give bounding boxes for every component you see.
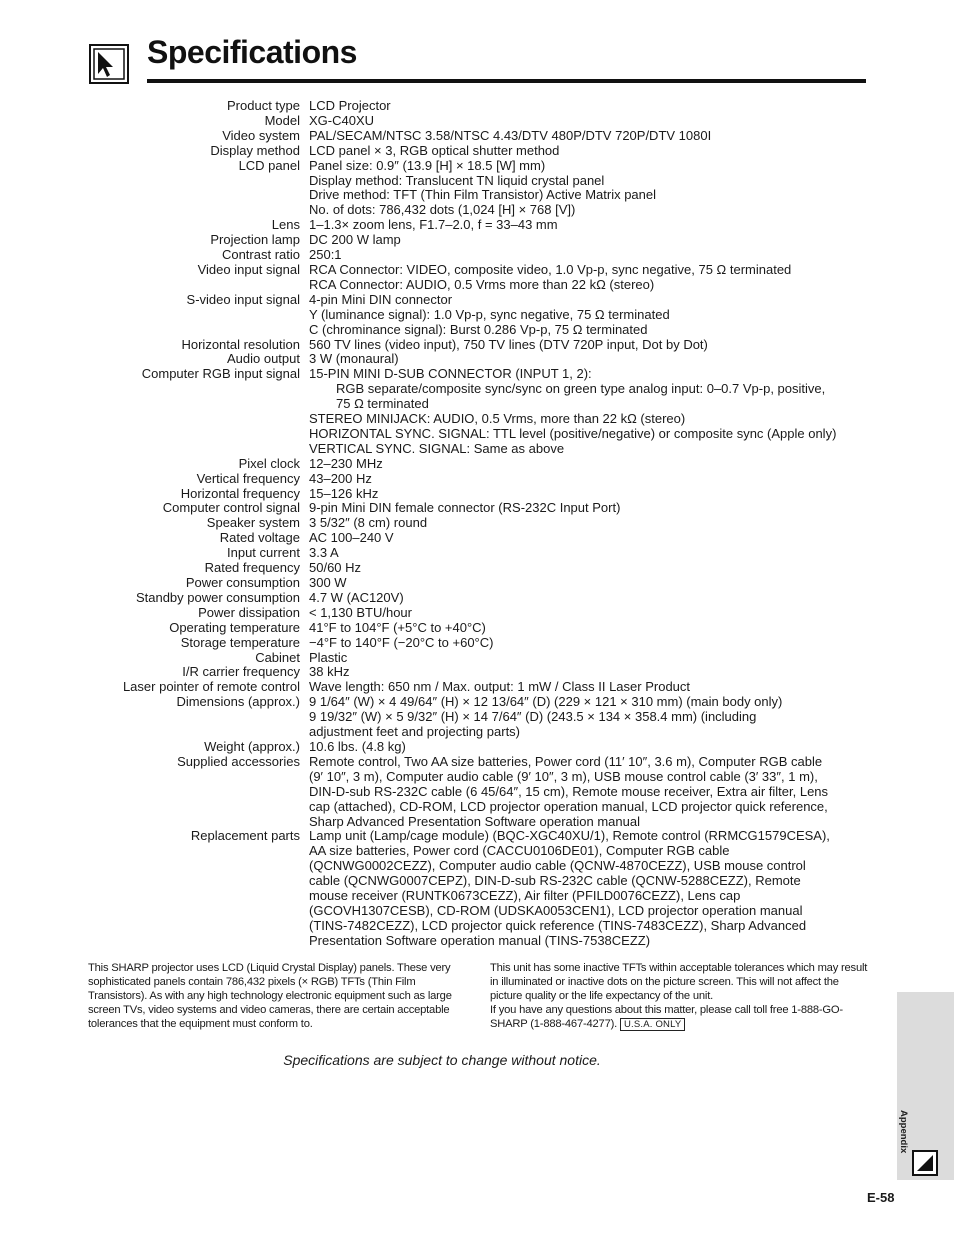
- spec-value-line: 9 1/64″ (W) × 4 49/64″ (H) × 12 13/64″ (D) (229 × 121 × 310 mm) (main body only): [309, 694, 783, 710]
- spec-value-line: Lamp unit (Lamp/cage module) (BQC-XGC40XU/1), Remote control (RRMCG1579CESA),: [309, 828, 830, 844]
- spec-value: [309, 576, 954, 591]
- spec-label: S-video input signal: [186, 291, 300, 307]
- spec-label: Dimensions (approx.): [176, 694, 300, 710]
- spec-value: [309, 755, 954, 830]
- usa-only-badge: U.S.A. ONLY: [620, 1018, 685, 1031]
- spec-label: Horizontal frequency: [180, 485, 300, 501]
- spec-value-line: 10.6 lbs. (4.8 kg): [309, 738, 406, 754]
- page-number: E-58: [867, 1190, 895, 1205]
- spec-label: Supplied accessories: [177, 753, 300, 769]
- spec-value-line: < 1,130 BTU/hour: [309, 604, 412, 620]
- spec-value-line: Plastic: [309, 649, 348, 665]
- spec-row: [0, 695, 954, 740]
- spec-label: Display method: [210, 142, 300, 158]
- tft-note-text: This unit has some inactive TFTs within acceptable tolerances which may result in illuminated or inactive dots on the picture screen. This will not affect the picture quality or the life expectancy of the unit.: [490, 962, 868, 1003]
- spec-row: [0, 740, 954, 755]
- spec-label: Lens: [271, 217, 300, 233]
- spec-row: [0, 487, 954, 502]
- spec-value: [309, 367, 954, 456]
- spec-value: [309, 591, 954, 606]
- spec-value-line: 43–200 Hz: [309, 470, 372, 486]
- spec-value-line: 4.7 W (AC120V): [309, 589, 404, 605]
- spec-row: [0, 516, 954, 531]
- spec-value-line: (9′ 10″, 3 m), Computer audio cable (9′ 10″, 3 m), USB mouse control cable (3′ 33″, 1 m),: [309, 768, 818, 784]
- spec-label: Horizontal resolution: [181, 336, 300, 352]
- spec-value-line: DIN-D-sub RS-232C cable (6 45/64″, 15 cm), Remote mouse receiver, Extra air filter, Lens: [309, 783, 829, 799]
- spec-value-line: −4°F to 140°F (−20°C to +60°C): [309, 634, 494, 650]
- spec-value-line: LCD Projector: [309, 98, 391, 113]
- spec-value-line: PAL/SECAM/NTSC 3.58/NTSC 4.43/DTV 480P/DTV 720P/DTV 1080I: [309, 127, 712, 143]
- spec-label: Computer RGB input signal: [141, 366, 300, 382]
- spec-value-line: RCA Connector: AUDIO, 0.5 Vrms more than 22 kΩ (stereo): [309, 276, 655, 292]
- spec-value-line: cable (QCNWG0007CEPZ), DIN-D-sub RS-232C cable (QCNW-5288CEZZ), Remote: [309, 873, 801, 889]
- spec-value: [309, 263, 954, 293]
- spec-value: [309, 248, 954, 263]
- spec-value-line: (QCNWG0002CEZZ), Computer audio cable (QCNW-4870CEZZ), USB mouse control: [309, 858, 806, 874]
- spec-value-line: Remote control, Two AA size batteries, Power cord (11′ 10″, 3.6 m), Computer RGB cable: [309, 753, 823, 769]
- lcd-note: [88, 961, 466, 1031]
- spec-row: [0, 263, 954, 293]
- spec-value: [309, 680, 954, 695]
- spec-row: [0, 99, 954, 114]
- spec-value: [309, 293, 954, 338]
- spec-value-line: VERTICAL SYNC. SIGNAL: Same as above: [309, 440, 565, 456]
- spec-row: [0, 457, 954, 472]
- spec-value: [309, 99, 954, 114]
- spec-value: [309, 531, 954, 546]
- spec-value: [309, 233, 954, 248]
- spec-row: [0, 129, 954, 144]
- spec-row: [0, 248, 954, 263]
- spec-row: [0, 501, 954, 516]
- spec-label: Power consumption: [185, 575, 300, 590]
- spec-value-line: 9-pin Mini DIN female connector (RS-232C Input Port): [309, 500, 621, 516]
- spec-value-line: XG-C40XU: [309, 112, 375, 128]
- spec-label: Product type: [227, 98, 300, 113]
- spec-value-line: 300 W: [309, 575, 347, 590]
- spec-row: [0, 651, 954, 666]
- page-title: Specifications: [147, 34, 357, 70]
- spec-value-line: 3 W (monaural): [309, 351, 399, 367]
- spec-label: Laser pointer of remote control: [122, 679, 300, 695]
- spec-value-line: 38 kHz: [309, 664, 350, 680]
- spec-value-line: LCD panel × 3, RGB optical shutter method: [309, 142, 560, 158]
- spec-row: [0, 636, 954, 651]
- specifications-table: [0, 99, 954, 949]
- spec-value-line: RCA Connector: VIDEO, composite video, 1.0 Vp-p, sync negative, 75 Ω terminated: [309, 261, 792, 277]
- spec-value: [309, 472, 954, 487]
- spec-value-line: 41°F to 104°F (+5°C to +40°C): [309, 619, 486, 635]
- spec-value: [309, 501, 954, 516]
- spec-row: [0, 591, 954, 606]
- spec-value: [309, 695, 954, 740]
- spec-label: Contrast ratio: [221, 247, 300, 263]
- spec-label: Projection lamp: [210, 232, 300, 248]
- spec-value-line: Presentation Software operation manual (TINS-7538CEZZ): [309, 932, 651, 948]
- spec-value-line: Drive method: TFT (Thin Film Transistor) Active Matrix panel: [309, 187, 657, 203]
- spec-row: [0, 159, 954, 219]
- tft-note: [490, 961, 868, 1032]
- spec-value: [309, 457, 954, 472]
- spec-value-line: 3.3 A: [309, 545, 339, 561]
- spec-value: [309, 740, 954, 755]
- spec-value-line: 50/60 Hz: [309, 560, 362, 576]
- spec-value: [309, 516, 954, 531]
- spec-label: Replacement parts: [190, 828, 300, 844]
- spec-value-line: 12–230 MHz: [309, 455, 383, 471]
- spec-label: Power dissipation: [198, 604, 300, 620]
- spec-label: Rated voltage: [219, 530, 300, 546]
- spec-label: Audio output: [226, 351, 300, 367]
- spec-value-line: HORIZONTAL SYNC. SIGNAL: TTL level (positive/negative) or composite sync (Apple only): [309, 425, 837, 441]
- spec-value-line: mouse receiver (RUNTK0673CEZZ), Air filter (PFILD0076CEZZ), Lens cap: [309, 888, 741, 904]
- appendix-tab-label: Appendix: [898, 1110, 909, 1154]
- spec-row: [0, 531, 954, 546]
- spec-value: [309, 546, 954, 561]
- lcd-note-text: This SHARP projector uses LCD (Liquid Crystal Display) panels. These very sophisticated panels contain 786,432 pixels (× RGB) TFTs (Thin Film Transistors). As with any high technology electronic equipment such as large screen TVs, video systems and video cameras, there are certain acceptable tolerances that the equipment must conform to.: [88, 962, 452, 1031]
- spec-label: Computer control signal: [162, 500, 300, 516]
- spec-value-line: 1–1.3× zoom lens, F1.7–2.0, f = 33–43 mm: [309, 217, 558, 233]
- spec-value: [309, 636, 954, 651]
- spec-row: [0, 114, 954, 129]
- spec-row: [0, 352, 954, 367]
- spec-value-line: AC 100–240 V: [309, 530, 394, 546]
- spec-value: [309, 338, 954, 353]
- spec-value-line: (GCOVH1307CESB), CD-ROM (UDSKA0053CEN1), LCD projector operation manual: [309, 902, 803, 918]
- spec-value-line: (TINS-7482CEZZ), LCD projector quick reference (TINS-7483CEZZ), Sharp Advanced: [309, 917, 807, 933]
- spec-value: [309, 487, 954, 502]
- spec-value-line: adjustment feet and projecting parts): [309, 724, 521, 740]
- spec-value-line: DC 200 W lamp: [309, 232, 401, 248]
- spec-row: [0, 665, 954, 680]
- spec-row: [0, 829, 954, 948]
- spec-row: [0, 338, 954, 353]
- spec-row: [0, 233, 954, 248]
- spec-value: [309, 829, 954, 948]
- spec-label: Video system: [222, 127, 300, 143]
- spec-value: [309, 606, 954, 621]
- title-rule: [147, 79, 866, 83]
- spec-label: Operating temperature: [169, 619, 300, 635]
- spec-label: Video input signal: [197, 261, 300, 277]
- spec-row: [0, 606, 954, 621]
- footer-note-text: Specifications are subject to change without notice.: [283, 1052, 601, 1068]
- spec-value: [309, 621, 954, 636]
- spec-label: Storage temperature: [180, 634, 300, 650]
- spec-value-line: cap (attached), CD-ROM, LCD projector operation manual, LCD projector quick reference,: [309, 798, 828, 814]
- spec-value-line: Display method: Translucent TN liquid crystal panel: [309, 172, 605, 188]
- spec-label: Rated frequency: [204, 560, 300, 576]
- spec-value-line: C (chrominance signal): Burst 0.286 Vp-p, 75 Ω terminated: [309, 321, 648, 337]
- section-icon: [89, 44, 129, 84]
- spec-value-line: 75 Ω terminated: [336, 396, 429, 412]
- spec-row: [0, 144, 954, 159]
- spec-value-line: No. of dots: 786,432 dots (1,024 [H] × 768 [V]): [309, 202, 576, 218]
- spec-label: LCD panel: [238, 157, 300, 173]
- spec-value-line: AA size batteries, Power cord (CACCU0106DE01), Computer RGB cable: [309, 843, 730, 859]
- spec-value: [309, 218, 954, 233]
- spec-label: Model: [264, 112, 300, 128]
- footer-note: [0, 1052, 954, 1068]
- spec-label: Vertical frequency: [196, 470, 300, 486]
- spec-row: [0, 218, 954, 233]
- spec-value-line: Y (luminance signal): 1.0 Vp-p, sync negative, 75 Ω terminated: [309, 306, 670, 322]
- contact-note-text: If you have any questions about this matter, please call toll free 1-888-GO-SHARP (1-888-467-4277).: [490, 1004, 843, 1031]
- spec-row: [0, 472, 954, 487]
- spec-value-line: 15-PIN MINI D-SUB CONNECTOR (INPUT 1, 2):: [309, 366, 592, 382]
- spec-row: [0, 367, 954, 456]
- spec-value-line: 560 TV lines (video input), 750 TV lines (DTV 720P input, Dot by Dot): [309, 336, 708, 352]
- spec-value: [309, 114, 954, 129]
- spec-value: [309, 561, 954, 576]
- spec-row: [0, 621, 954, 636]
- spec-label: Standby power consumption: [135, 589, 300, 605]
- spec-label: Input current: [227, 545, 300, 561]
- spec-value-line: Wave length: 650 nm / Max. output: 1 mW / Class II Laser Product: [309, 679, 691, 695]
- spec-value: [309, 651, 954, 666]
- spec-label: Pixel clock: [238, 455, 300, 471]
- spec-row: [0, 293, 954, 338]
- spec-label: Speaker system: [206, 515, 300, 531]
- spec-value-line: Sharp Advanced Presentation Software operation manual: [309, 813, 640, 829]
- spec-label: Weight (approx.): [204, 738, 300, 754]
- spec-value-line: 15–126 kHz: [309, 485, 379, 501]
- section-icon-small: [912, 1150, 938, 1176]
- spec-value: [309, 159, 954, 219]
- spec-value-line: 3 5/32″ (8 cm) round: [309, 515, 428, 531]
- spec-row: [0, 755, 954, 830]
- spec-value-line: RGB separate/composite sync/sync on green type analog input: 0–0.7 Vp-p, positive,: [336, 381, 826, 397]
- spec-row: [0, 546, 954, 561]
- spec-value-line: Panel size: 0.9″ (13.9 [H] × 18.5 [W] mm): [309, 157, 546, 173]
- spec-value-line: STEREO MINIJACK: AUDIO, 0.5 Vrms, more than 22 kΩ (stereo): [309, 411, 686, 427]
- spec-value-line: 9 19/32″ (W) × 5 9/32″ (H) × 14 7/64″ (D) (243.5 × 134 × 358.4 mm) (including: [309, 709, 757, 725]
- spec-label: Cabinet: [255, 649, 300, 665]
- spec-value: [309, 665, 954, 680]
- spec-row: [0, 680, 954, 695]
- spec-value-line: 250:1: [309, 247, 342, 263]
- spec-label: I/R carrier frequency: [182, 664, 300, 680]
- spec-value: [309, 129, 954, 144]
- spec-value: [309, 352, 954, 367]
- spec-row: [0, 576, 954, 591]
- spec-value: [309, 144, 954, 159]
- spec-value-line: 4-pin Mini DIN connector: [309, 291, 453, 307]
- spec-row: [0, 561, 954, 576]
